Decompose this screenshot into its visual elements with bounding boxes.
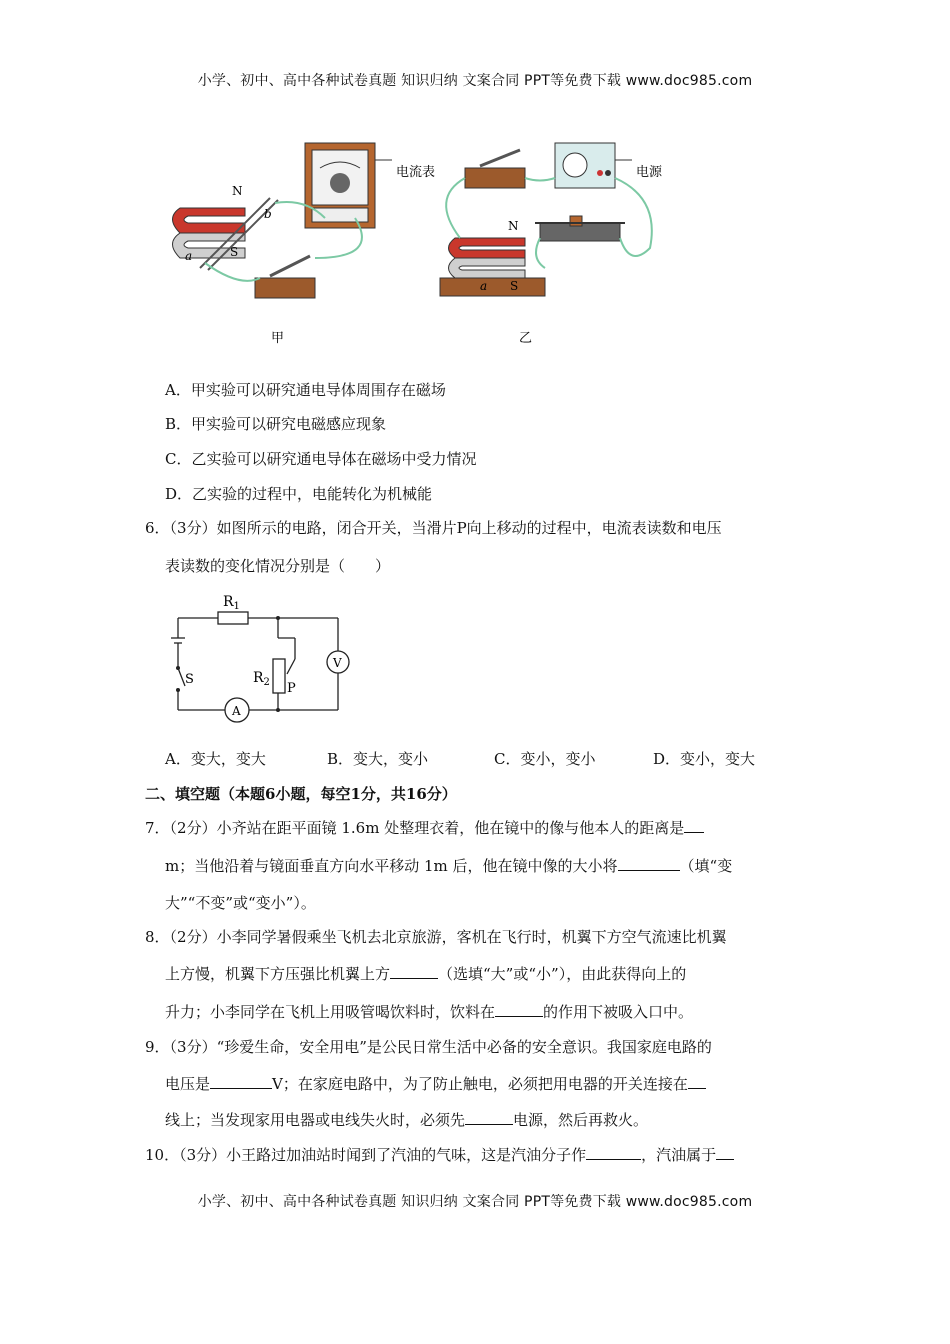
circuit-s-label: S [185, 672, 194, 687]
q7-blank1 [684, 818, 704, 833]
fig-yi-N-label: N [508, 219, 519, 233]
figure-jia-ammeter [305, 143, 375, 228]
circuit-p-label: P [287, 681, 296, 696]
q8-line2-tail: （选填“大”或“小”），由此获得向上的 [438, 965, 687, 983]
q8-blank1 [390, 964, 438, 979]
q6-option-a: A．变大，变大 [165, 750, 266, 768]
q6-option-b: B．变大，变小 [327, 750, 429, 768]
q10-line1-tail: ，汽油属于 [641, 1146, 717, 1164]
q9-line3-tail: 电源，然后再救火。 [513, 1111, 649, 1129]
q10-blank2 [716, 1145, 734, 1160]
fig-jia-S-label: S [230, 245, 239, 259]
circuit-ammeter-label: A [232, 704, 241, 718]
q6-option-d: D．变小，变大 [653, 750, 756, 768]
fig-jia-N-label: N [232, 184, 243, 198]
figure-experiments [160, 138, 680, 353]
q8-line2 [165, 964, 686, 984]
q7-blank2 [618, 856, 680, 871]
q9-line2-text: 电压是 [165, 1075, 211, 1093]
fig-yi-power-label: 电源 [636, 165, 663, 180]
experiment-illustration [160, 138, 680, 353]
q7-line1-text: 7．（2分）小齐站在距平面镜 1.6m 处整理衣着，他在镜中的像与他本人的距离是 [145, 819, 685, 837]
q7-line2-text: m；当他沿着与镜面垂直方向水平移动 1m 后，他在镜中像的大小将 [165, 857, 618, 875]
q7-line3: 大”“不变”或“变小”）。 [165, 894, 316, 912]
figure-yi-power-supply [555, 143, 615, 188]
q9-line2 [165, 1074, 706, 1094]
q5-option-b: B．甲实验可以研究电磁感应现象 [165, 415, 387, 433]
q9-line3 [165, 1110, 648, 1130]
q5-option-a: A．甲实验可以研究通电导体周围存在磁场 [165, 381, 446, 399]
q8-line3-tail: 的作用下被吸入口中。 [543, 1003, 694, 1021]
figure-yi-rheostat [535, 216, 625, 241]
q9-blank1 [210, 1074, 272, 1089]
q9-line1: 9．（3分）“珍爱生命，安全用电”是公民日常生活中必备的安全意识。我国家庭电路的 [145, 1038, 712, 1056]
page-footer: 小学、初中、高中各种试卷真题 知识归纳 文案合同 PPT等免费下载 www.doc985.com [197, 1194, 753, 1210]
q6-stem-line1: 6．（3分）如图所示的电路，闭合开关，当滑片P向上移动的过程中，电流表读数和电压 [145, 519, 722, 537]
circuit-r2-label: $R_2$ [253, 670, 270, 688]
figure-jia-switch [255, 256, 315, 298]
fig-yi-S-label: S [510, 279, 519, 293]
q7-line1 [145, 818, 704, 838]
q9-blank2 [688, 1074, 706, 1089]
q6-option-c: C．变小，变小 [494, 750, 596, 768]
q9-line3-text: 线上；当发现家用电器或电线失火时，必须先 [165, 1111, 466, 1129]
fig-jia-caption: 甲 [271, 331, 285, 346]
q8-line2-text: 上方慢，机翼下方压强比机翼上方 [165, 965, 391, 983]
q6-circuit-diagram [163, 586, 363, 726]
figure-yi-switch [465, 150, 525, 188]
q10-line1-text: 10．（3分）小王路过加油站时闻到了汽油的气味，这是汽油分子作 [145, 1146, 587, 1164]
fig-jia-a-label: a [185, 249, 193, 263]
circuit-r1-label: $R_1$ [223, 594, 240, 612]
section2-title: 二、填空题（本题6小题，每空1分，共16分） [145, 785, 457, 803]
q6-stem-line2: 表读数的变化情况分别是（ ） [165, 557, 391, 575]
q5-option-d: D．乙实验的过程中，电能转化为机械能 [165, 485, 433, 503]
fig-jia-b-label: b [264, 207, 272, 221]
q8-line3 [165, 1002, 693, 1022]
figure-yi-magnet [440, 238, 545, 296]
q5-option-c: C．乙实验可以研究通电导体在磁场中受力情况 [165, 450, 477, 468]
q9-line2-mid: V；在家庭电路中，为了防止触电，必须把用电器的开关连接在 [272, 1075, 688, 1093]
fig-jia-ammeter-label: 电流表 [396, 165, 436, 180]
fig-yi-caption: 乙 [519, 331, 533, 346]
q8-line1: 8．（2分）小李同学暑假乘坐飞机去北京旅游，客机在飞行时，机翼下方空气流速比机翼 [145, 928, 727, 946]
page-header: 小学、初中、高中各种试卷真题 知识归纳 文案合同 PPT等免费下载 www.doc985.com [197, 73, 753, 89]
q7-line2-tail: （填“变 [679, 857, 733, 875]
q10-blank1 [586, 1145, 641, 1160]
q9-blank3 [465, 1110, 513, 1125]
q10-line1 [145, 1145, 734, 1165]
q8-line3-text: 升力；小李同学在飞机上用吸管喝饮料时，饮料在 [165, 1003, 496, 1021]
circuit-voltmeter-label: V [333, 656, 342, 670]
fig-yi-a-label: a [480, 279, 488, 293]
q8-blank2 [495, 1002, 543, 1017]
q7-line2 [165, 856, 732, 876]
